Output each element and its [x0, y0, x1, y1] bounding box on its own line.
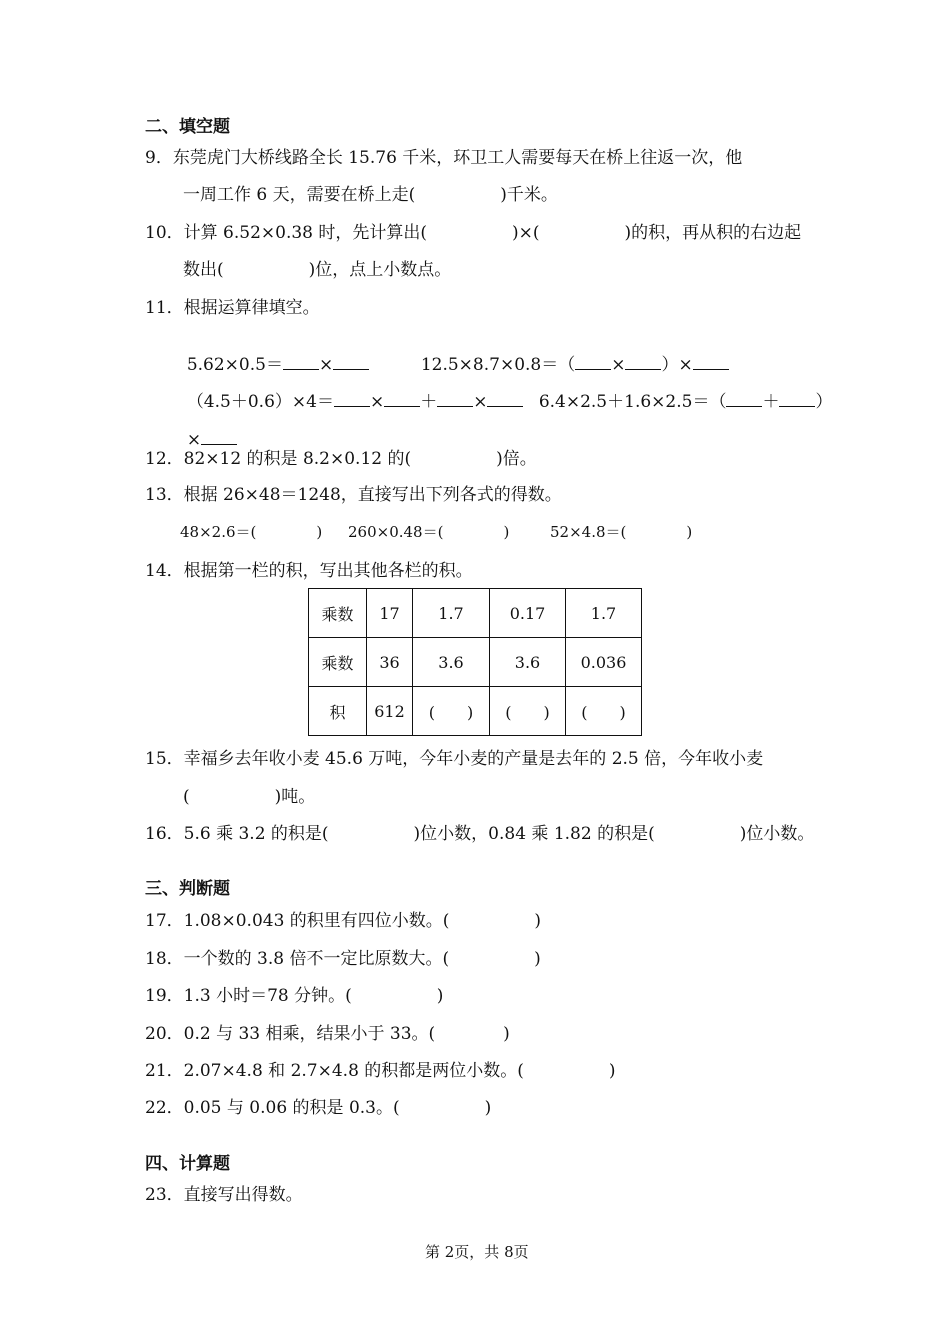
question-12: 12．82×12 的积是 8.2×0.12 的( )倍。: [145, 449, 537, 469]
q11-c-text4: ×: [473, 392, 488, 412]
q11-a-text1: 5.62×0.5＝: [186, 355, 283, 375]
section-heading-calc: 四、计算题: [145, 1154, 230, 1174]
table-cell: 3.6: [413, 638, 490, 687]
question-11-d: [528, 375, 832, 411]
answer-cell[interactable]: ( ): [413, 687, 490, 736]
table-cell: 0.036: [566, 638, 642, 687]
q11-d-text2: ＋: [762, 392, 780, 412]
question-18: 18．一个数的 3.8 倍不一定比原数大。( ): [145, 949, 541, 969]
question-11-title: 11．根据运算律填空。: [145, 298, 320, 318]
question-13-title: 13．根据 26×48＝1248，直接写出下列各式的得数。: [145, 485, 562, 505]
question-11-e: [176, 413, 237, 449]
question-13-item-2: 260×0.48＝( ): [348, 523, 510, 541]
table-cell: 0.17: [490, 589, 566, 638]
answer-cell[interactable]: ( ): [490, 687, 566, 736]
answer-blank[interactable]: [333, 355, 369, 370]
question-11-b: [410, 338, 729, 374]
answer-blank[interactable]: [779, 392, 815, 407]
question-11-a: [176, 338, 369, 374]
question-10-line-2: 数出( )位，点上小数点。: [183, 260, 452, 280]
answer-blank[interactable]: [334, 392, 370, 407]
table-cell: 36: [367, 638, 413, 687]
question-13-item-1: 48×2.6＝( ): [180, 523, 323, 541]
answer-blank[interactable]: [437, 392, 473, 407]
question-10-line-1: 10．计算 6.52×0.38 时，先计算出( )×( )的积，再从积的右边起: [145, 223, 802, 243]
answer-blank[interactable]: [283, 355, 319, 370]
question-21: 21．2.07×4.8 和 2.7×4.8 的积都是两位小数。( ): [145, 1061, 616, 1081]
question-17: 17．1.08×0.043 的积里有四位小数。( ): [145, 911, 542, 931]
table-row: [309, 638, 642, 687]
table-cell: 17: [367, 589, 413, 638]
question-22: 22．0.05 与 0.06 的积是 0.3。( ): [145, 1098, 492, 1118]
question-23: 23．直接写出得数。: [145, 1185, 303, 1205]
table-row: [309, 589, 642, 638]
answer-blank[interactable]: [487, 392, 523, 407]
table-cell: 3.6: [490, 638, 566, 687]
q11-c-text2: ×: [369, 392, 385, 412]
question-19: 19．1.3 小时＝78 分钟。( ): [145, 986, 444, 1006]
q11-d-text3: ）: [815, 392, 833, 412]
q11-a-text2: ×: [318, 355, 334, 375]
q11-d-text1: 6.4×2.5＋1.6×2.5＝（: [538, 392, 727, 412]
page-number: 第 2页，共 8页: [425, 1243, 529, 1261]
q11-b-text1: 12.5×8.7×0.8＝（: [420, 355, 576, 375]
table-cell: 乘数: [309, 638, 367, 687]
section-heading-judge: 三、判断题: [145, 879, 230, 899]
product-table: [308, 588, 642, 736]
question-9-line-1: 9．东莞虎门大桥线路全长 15.76 千米，环卫工人需要每天在桥上往返一次，他: [145, 148, 743, 168]
question-15-line-2: ( )吨。: [183, 787, 316, 807]
question-14-title: 14．根据第一栏的积，写出其他各栏的积。: [145, 561, 473, 581]
table-cell: 1.7: [566, 589, 642, 638]
section-heading-fill: 二、填空题: [145, 117, 230, 137]
answer-blank[interactable]: [625, 355, 661, 370]
q11-c-text3: ＋: [420, 392, 438, 412]
question-11-c: [176, 375, 523, 411]
answer-blank[interactable]: [726, 392, 762, 407]
q11-e-text1: ×: [186, 430, 202, 450]
table-cell: 1.7: [413, 589, 490, 638]
answer-blank[interactable]: [575, 355, 611, 370]
q11-b-text2: ×: [611, 355, 626, 375]
answer-blank[interactable]: [384, 392, 420, 407]
table-cell: 积: [309, 687, 367, 736]
answer-cell[interactable]: ( ): [566, 687, 642, 736]
q11-b-text3: ）×: [661, 355, 693, 375]
q11-c-text1: （4.5＋0.6）×4＝: [186, 392, 334, 412]
question-9-line-2: 一周工作 6 天，需要在桥上走( )千米。: [183, 185, 558, 205]
question-16: 16．5.6 乘 3.2 的积是( )位小数，0.84 乘 1.82 的积是( )位小数。: [145, 824, 815, 844]
table-cell: 乘数: [309, 589, 367, 638]
answer-blank[interactable]: [693, 355, 729, 370]
question-20: 20．0.2 与 33 相乘，结果小于 33。( ): [145, 1024, 510, 1044]
table-cell: 612: [367, 687, 413, 736]
question-15-line-1: 15．幸福乡去年收小麦 45.6 万吨，今年小麦的产量是去年的 2.5 倍，今年收小麦: [145, 749, 764, 769]
question-13-item-3: 52×4.8＝( ): [550, 523, 693, 541]
table-row: [309, 687, 642, 736]
answer-blank[interactable]: [201, 430, 237, 445]
